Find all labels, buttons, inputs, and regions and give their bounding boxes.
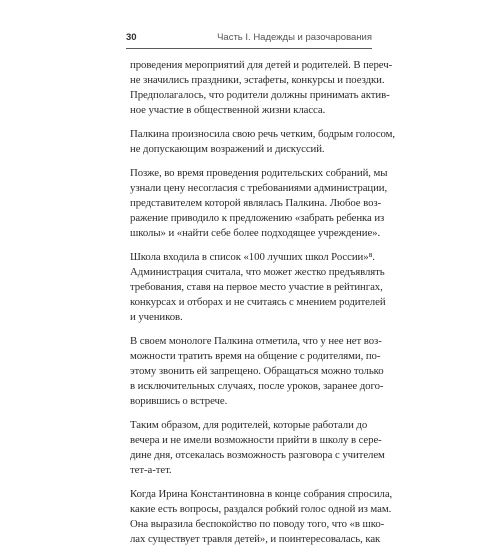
text-line: ное участие в общественной жизни класса. <box>130 104 326 116</box>
text-line: Предполагалось, что родители должны принимать актив- <box>130 89 390 101</box>
text-line: В своем монологе Палкина отметила, что у нее нет воз- <box>130 335 382 347</box>
text-line: этому звонить ей запрещено. Обращаться можно только <box>130 365 384 377</box>
text-line: проведения мероприятий для детей и родителей. В переч- <box>130 59 393 71</box>
text-line: требования, ставя на первое место участие в рейтингах, <box>130 281 383 293</box>
text-line: Позже, во время проведения родительских собраний, мы <box>130 167 388 179</box>
text-line: представителем которой являлась Палкина. Любое воз- <box>130 197 382 209</box>
text-line: узнали цену несогласия с требованиями администрации, <box>130 182 388 194</box>
text-line: Палкина произносила свою речь четким, бодрым голосом, <box>130 128 396 140</box>
paragraph <box>130 250 386 325</box>
body-text <box>130 58 396 556</box>
page-number: 30 <box>126 32 137 43</box>
text-line: конкурсах и отборах и не считаясь с мнением родителей <box>130 296 386 308</box>
paragraph <box>130 166 388 241</box>
text-line: какие есть вопросы, раздался робкий голос одной из мам. <box>130 503 392 515</box>
text-line: Таким образом, для родителей, которые работали до <box>130 419 368 431</box>
text-line: тет-а-тет. <box>130 464 172 476</box>
text-line: Когда Ирина Константиновна в конце собрания спросила, <box>130 488 393 500</box>
paragraph <box>130 127 396 157</box>
text-line: не допускающим возражений и дискуссий. <box>130 143 325 155</box>
paragraph <box>130 418 385 478</box>
paragraph <box>130 58 393 118</box>
text-line: можности тратить время на общение с родителями, по- <box>130 350 381 362</box>
text-line: Администрация считала, что может жестко предъявлять <box>130 266 385 278</box>
text-line: лах существует травля детей», и поинтересовалась, как <box>130 533 381 545</box>
text-line: ражение приводило к предложению «забрать ребенка из <box>130 212 385 224</box>
text-line: Она выразила беспокойство по поводу того, что «в шко- <box>130 518 385 530</box>
text-line: Школа входила в список «100 лучших школ России»⁸. <box>130 251 375 263</box>
running-title: Часть I. Надежды и разочарования <box>217 32 372 43</box>
text-line: школы» и «найти себе более подходящее учреждение». <box>130 227 381 239</box>
text-line: ворившись о встрече. <box>130 395 228 407</box>
text-line: и учеников. <box>130 311 183 323</box>
text-line: в исключительных случаях, после уроков, заранее дого- <box>130 380 384 392</box>
header-divider <box>126 48 372 49</box>
text-line: вечера и не имели возможности прийти в школу в сере- <box>130 434 382 446</box>
text-line: не значились праздники, эстафеты, конкурсы и поездки. <box>130 74 385 86</box>
text-line: дине дня, отсекалась возможность разговора с учителем <box>130 449 385 461</box>
paragraph <box>130 334 384 409</box>
page-header <box>126 31 372 45</box>
paragraph <box>130 487 393 547</box>
